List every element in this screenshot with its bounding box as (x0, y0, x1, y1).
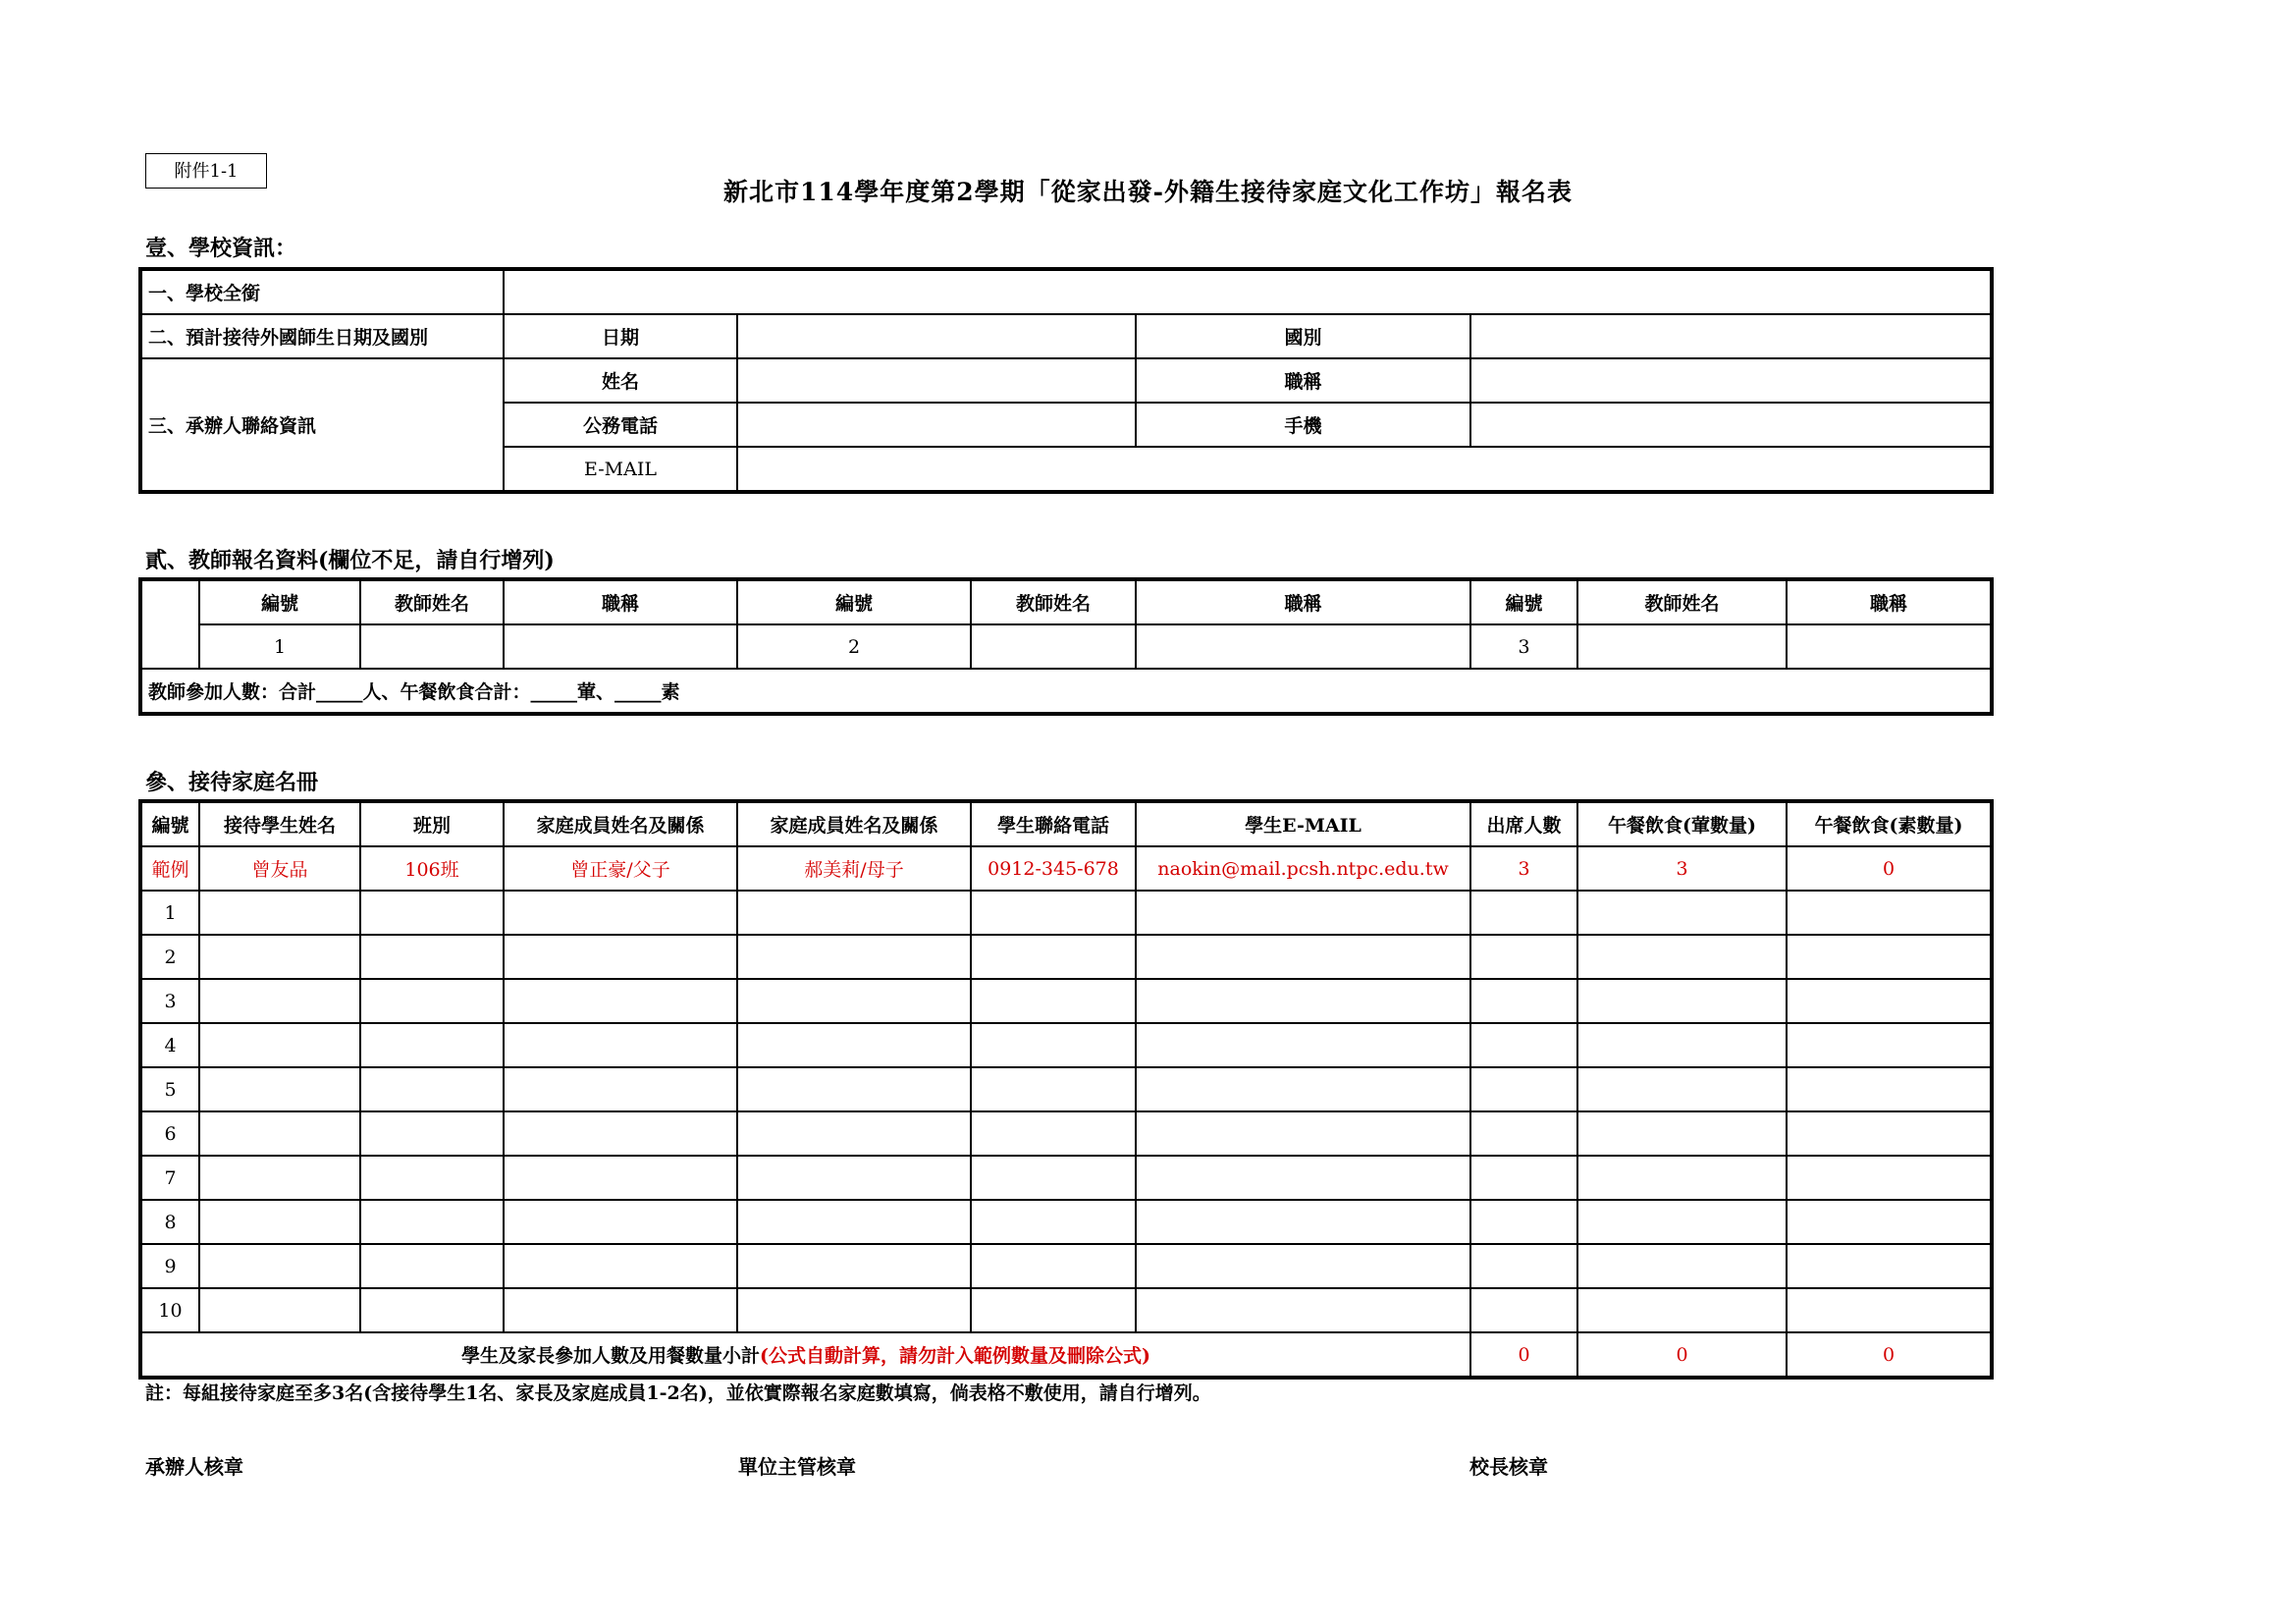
phone-field[interactable] (971, 1111, 1136, 1156)
meat-meals-field[interactable] (1577, 1288, 1787, 1332)
country-label: 國別 (1136, 314, 1470, 358)
teacher-no-3: 3 (1470, 624, 1577, 669)
meat-meals-field[interactable] (1577, 891, 1787, 935)
phone-field[interactable] (971, 979, 1136, 1023)
family-header-member-1: 家庭成員姓名及關係 (504, 801, 737, 846)
student-name-field[interactable] (199, 1111, 360, 1156)
teacher-header-no-2: 編號 (737, 579, 971, 624)
example-student: 曾友品 (199, 846, 360, 891)
teacher-name-field-2[interactable] (971, 624, 1136, 669)
example-member-1: 曾正豪/父子 (504, 846, 737, 891)
member-1-field[interactable] (504, 935, 737, 979)
class-field[interactable] (360, 1200, 504, 1244)
family-row-number: 9 (140, 1244, 199, 1288)
teacher-header-no-3: 編號 (1470, 579, 1577, 624)
supervisor-signature-label: 單位主管核章 (738, 1455, 856, 1479)
attendance-field[interactable] (1470, 1244, 1577, 1288)
example-label: 範例 (140, 846, 199, 891)
email-field[interactable] (1136, 891, 1470, 935)
email-field[interactable] (1136, 1156, 1470, 1200)
teacher-table (138, 577, 1994, 716)
meat-meals-field[interactable] (1577, 1200, 1787, 1244)
teacher-header-title-2: 職稱 (1136, 579, 1470, 624)
teacher-title-field-2[interactable] (1136, 624, 1470, 669)
example-row (140, 846, 1992, 891)
contact-info-label: 三、承辦人聯絡資訊 (140, 358, 504, 492)
subtotal-label: 學生及家長參加人數及用餐數量小計 (461, 1345, 761, 1367)
member-1-field[interactable] (504, 1023, 737, 1067)
phone-field[interactable] (971, 891, 1136, 935)
class-field[interactable] (360, 1288, 504, 1332)
meat-meals-field[interactable] (1577, 1156, 1787, 1200)
school-name-field[interactable] (504, 269, 1992, 314)
member-2-field[interactable] (737, 935, 971, 979)
student-name-field[interactable] (199, 1200, 360, 1244)
veg-meals-field[interactable] (1787, 935, 1992, 979)
attachment-label: 附件1-1 (145, 153, 267, 189)
meat-meals-field[interactable] (1577, 1067, 1787, 1111)
attendance-field[interactable] (1470, 935, 1577, 979)
teacher-name-field-1[interactable] (360, 624, 504, 669)
example-veg-meals: 0 (1787, 846, 1992, 891)
meat-meals-field[interactable] (1577, 1111, 1787, 1156)
example-email: naokin@mail.pcsh.ntpc.edu.tw (1136, 846, 1470, 891)
attendance-field[interactable] (1470, 891, 1577, 935)
visit-date-country-label: 二、預計接待外國師生日期及國別 (140, 314, 504, 358)
family-row-number: 10 (140, 1288, 199, 1332)
member-1-field[interactable] (504, 891, 737, 935)
family-header-veg-meals: 午餐飲食(素數量) (1787, 801, 1992, 846)
family-row-number: 4 (140, 1023, 199, 1067)
member-1-field[interactable] (504, 1111, 737, 1156)
name-field[interactable] (737, 358, 1136, 403)
member-2-field[interactable] (737, 1288, 971, 1332)
attendance-field[interactable] (1470, 1156, 1577, 1200)
student-name-field[interactable] (199, 1244, 360, 1288)
teacher-header-name-3: 教師姓名 (1577, 579, 1787, 624)
teacher-no-1: 1 (199, 624, 360, 669)
email-field[interactable] (737, 447, 1992, 492)
date-field[interactable] (737, 314, 1136, 358)
office-phone-label: 公務電話 (504, 403, 737, 447)
phone-field[interactable] (971, 935, 1136, 979)
school-info-table (138, 267, 1994, 494)
subtotal-attendance: 0 (1470, 1332, 1577, 1378)
school-name-label: 一、學校全銜 (140, 269, 504, 314)
country-field[interactable] (1470, 314, 1992, 358)
student-name-field[interactable] (199, 1156, 360, 1200)
family-header-student: 接待學生姓名 (199, 801, 360, 846)
member-1-field[interactable] (504, 1288, 737, 1332)
footnote: 註：每組接待家庭至多3名(含接待學生1名、家長及家庭成員1-2名)，並依實際報名家庭數填寫，倘表格不敷使用，請自行增列。 (145, 1382, 1211, 1404)
class-field[interactable] (360, 1244, 504, 1288)
member-2-field[interactable] (737, 1111, 971, 1156)
member-2-field[interactable] (737, 979, 971, 1023)
name-label: 姓名 (504, 358, 737, 403)
teacher-header-title-1: 職稱 (504, 579, 737, 624)
attendance-field[interactable] (1470, 1111, 1577, 1156)
job-title-label: 職稱 (1136, 358, 1470, 403)
family-row (140, 1288, 1992, 1332)
veg-meals-field[interactable] (1787, 1288, 1992, 1332)
family-rows (140, 891, 1992, 1332)
office-phone-field[interactable] (737, 403, 1136, 447)
example-member-2: 郝美莉/母子 (737, 846, 971, 891)
email-field[interactable] (1136, 1067, 1470, 1111)
attendance-field[interactable] (1470, 1200, 1577, 1244)
family-row (140, 1200, 1992, 1244)
family-row-number: 6 (140, 1111, 199, 1156)
student-name-field[interactable] (199, 891, 360, 935)
member-2-field[interactable] (737, 1023, 971, 1067)
attendance-field[interactable] (1470, 1067, 1577, 1111)
attendance-field[interactable] (1470, 979, 1577, 1023)
email-field[interactable] (1136, 979, 1470, 1023)
email-field[interactable] (1136, 1023, 1470, 1067)
member-2-field[interactable] (737, 1244, 971, 1288)
family-row (140, 891, 1992, 935)
family-row (140, 979, 1992, 1023)
meat-meals-field[interactable] (1577, 979, 1787, 1023)
teacher-table-spacer (140, 579, 199, 669)
student-name-field[interactable] (199, 979, 360, 1023)
teacher-no-2: 2 (737, 624, 971, 669)
family-header-member-2: 家庭成員姓名及關係 (737, 801, 971, 846)
email-field[interactable] (1136, 935, 1470, 979)
teacher-header-name-2: 教師姓名 (971, 579, 1136, 624)
phone-field[interactable] (971, 1156, 1136, 1200)
family-row-number: 7 (140, 1156, 199, 1200)
phone-field[interactable] (971, 1067, 1136, 1111)
family-row (140, 935, 1992, 979)
email-label: E-MAIL (504, 447, 737, 492)
section2-heading: 貳、教師報名資料(欄位不足，請自行增列) (145, 548, 555, 573)
principal-signature-label: 校長核章 (1469, 1455, 1548, 1479)
family-row-number: 2 (140, 935, 199, 979)
veg-meals-field[interactable] (1787, 1156, 1992, 1200)
family-header-meat-meals: 午餐飲食(葷數量) (1577, 801, 1787, 846)
member-1-field[interactable] (504, 1200, 737, 1244)
email-field[interactable] (1136, 1200, 1470, 1244)
class-field[interactable] (360, 935, 504, 979)
member-1-field[interactable] (504, 979, 737, 1023)
section3-heading: 參、接待家庭名冊 (145, 770, 319, 795)
teacher-name-field-3[interactable] (1577, 624, 1787, 669)
veg-meals-field[interactable] (1787, 891, 1992, 935)
veg-meals-field[interactable] (1787, 979, 1992, 1023)
member-1-field[interactable] (504, 1156, 737, 1200)
member-2-field[interactable] (737, 1200, 971, 1244)
class-field[interactable] (360, 1156, 504, 1200)
member-1-field[interactable] (504, 1067, 737, 1111)
email-field[interactable] (1136, 1288, 1470, 1332)
family-row-number: 3 (140, 979, 199, 1023)
example-phone: 0912-345-678 (971, 846, 1136, 891)
section1-heading: 壹、學校資訊： (145, 236, 297, 261)
teacher-header-title-3: 職稱 (1787, 579, 1992, 624)
teacher-title-field-3[interactable] (1787, 624, 1992, 669)
teacher-title-field-1[interactable] (504, 624, 737, 669)
veg-meals-field[interactable] (1787, 1111, 1992, 1156)
family-row (140, 1023, 1992, 1067)
family-row-number: 1 (140, 891, 199, 935)
meat-meals-field[interactable] (1577, 935, 1787, 979)
email-field[interactable] (1136, 1111, 1470, 1156)
phone-field[interactable] (971, 1244, 1136, 1288)
job-title-field[interactable] (1470, 358, 1992, 403)
attendance-field[interactable] (1470, 1023, 1577, 1067)
subtotal-row-label (140, 1332, 1470, 1378)
example-class: 106班 (360, 846, 504, 891)
mobile-label: 手機 (1136, 403, 1470, 447)
family-header-email: 學生E-MAIL (1136, 801, 1470, 846)
family-row (140, 1111, 1992, 1156)
subtotal-meat-meals: 0 (1577, 1332, 1787, 1378)
student-name-field[interactable] (199, 935, 360, 979)
family-row-number: 8 (140, 1200, 199, 1244)
student-name-field[interactable] (199, 1067, 360, 1111)
teacher-header-name-1: 教師姓名 (360, 579, 504, 624)
member-2-field[interactable] (737, 1156, 971, 1200)
veg-meals-field[interactable] (1787, 1244, 1992, 1288)
family-row (140, 1244, 1992, 1288)
example-meat-meals: 3 (1577, 846, 1787, 891)
family-row-number: 5 (140, 1067, 199, 1111)
family-row (140, 1156, 1992, 1200)
attendance-field[interactable] (1470, 1288, 1577, 1332)
phone-field[interactable] (971, 1023, 1136, 1067)
subtotal-warning: (公式自動計算，請勿計入範例數量及刪除公式) (760, 1345, 1150, 1367)
subtotal-veg-meals: 0 (1787, 1332, 1992, 1378)
class-field[interactable] (360, 891, 504, 935)
student-name-field[interactable] (199, 1288, 360, 1332)
meat-meals-field[interactable] (1577, 1023, 1787, 1067)
class-field[interactable] (360, 979, 504, 1023)
host-family-table (138, 799, 1994, 1380)
family-row (140, 1067, 1992, 1111)
email-field[interactable] (1136, 1244, 1470, 1288)
page-title: 新北市114學年度第2學期「從家出發-外籍生接待家庭文化工作坊」報名表 (723, 178, 1573, 206)
phone-field[interactable] (971, 1288, 1136, 1332)
class-field[interactable] (360, 1067, 504, 1111)
family-header-attendance: 出席人數 (1470, 801, 1577, 846)
family-header-phone: 學生聯絡電話 (971, 801, 1136, 846)
date-label: 日期 (504, 314, 737, 358)
student-name-field[interactable] (199, 1023, 360, 1067)
veg-meals-field[interactable] (1787, 1067, 1992, 1111)
phone-field[interactable] (971, 1200, 1136, 1244)
mobile-field[interactable] (1470, 403, 1992, 447)
meat-meals-field[interactable] (1577, 1244, 1787, 1288)
veg-meals-field[interactable] (1787, 1023, 1992, 1067)
class-field[interactable] (360, 1023, 504, 1067)
member-1-field[interactable] (504, 1244, 737, 1288)
veg-meals-field[interactable] (1787, 1200, 1992, 1244)
example-attendance: 3 (1470, 846, 1577, 891)
family-header-class: 班別 (360, 801, 504, 846)
member-2-field[interactable] (737, 891, 971, 935)
organizer-signature-label: 承辦人核章 (145, 1455, 243, 1479)
member-2-field[interactable] (737, 1067, 971, 1111)
class-field[interactable] (360, 1111, 504, 1156)
family-header-no: 編號 (140, 801, 199, 846)
teacher-header-no-1: 編號 (199, 579, 360, 624)
teacher-summary: 教師參加人數：合計_____人、午餐飲食合計：_____葷、_____素 (140, 669, 1992, 714)
